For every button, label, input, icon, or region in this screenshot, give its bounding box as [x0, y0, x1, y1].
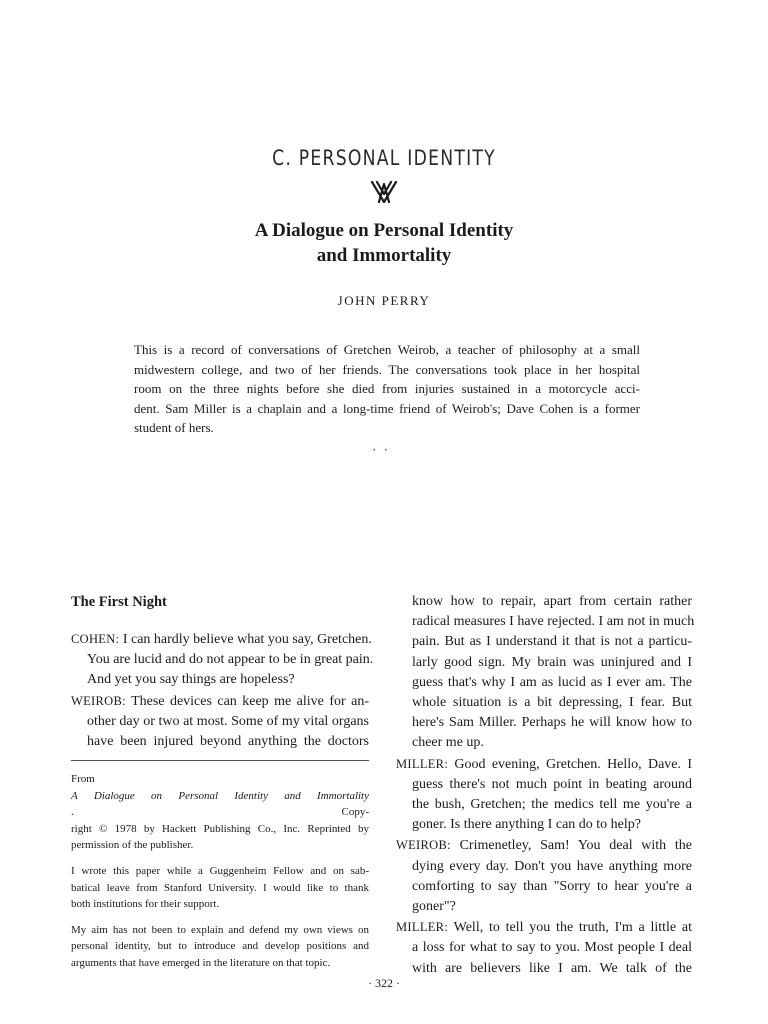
dialogue-line: cheer me up.	[412, 735, 484, 751]
dialogue-line: goner. Is there anything I can do to help?	[412, 817, 641, 833]
footnote-line: permission of the publisher.	[71, 839, 194, 852]
sun-ornament-icon	[369, 180, 399, 204]
footnote-line: personal identity, but to introduce and develop positions and	[71, 940, 369, 953]
dialogue-line: larly good sign. My brain was uninjured and I	[412, 654, 692, 670]
author-name: JOHN PERRY	[337, 293, 431, 308]
dialogue-line: have been injured beyond anything the doctors	[87, 734, 369, 750]
dialogue-line: WEIROB: These devices can keep me alive for an-	[71, 693, 369, 709]
dialogue-line: with are believers like I am. We talk of the	[412, 960, 692, 976]
dialogue-continuation	[396, 592, 695, 754]
footnotes	[71, 771, 369, 981]
dialogue-line: a loss for what to say to you. Most people I deal	[412, 940, 692, 956]
speaker-label: MILLER:	[396, 756, 449, 771]
dialogue-line: dying every day. Don't you have anything more	[412, 858, 692, 874]
abstract-line: dent. Sam Miller is a chaplain and a long-time friend of Weirob's; Dave Cohen is a former	[134, 400, 640, 416]
dialogue-turn	[396, 835, 692, 917]
dialogue-turn	[396, 917, 692, 979]
footnote-line: I wrote this paper while a Guggenheim Fellow and on sab-	[71, 864, 369, 877]
dialogue-line: radical measures I have rejected. I am not in much	[412, 614, 695, 630]
left-column	[71, 592, 374, 752]
dialogue-turn	[396, 754, 692, 836]
title-line: A Dialogue on Personal Identity	[254, 220, 514, 241]
dialogue-line: pain. But as I understand it that is not a particu-	[412, 634, 692, 650]
footnote-divider	[71, 760, 369, 761]
speaker-label: COHEN:	[71, 632, 120, 646]
abstract-line: student of hers.	[134, 420, 214, 435]
section-title: The First Night	[71, 594, 167, 610]
dialogue-line: WEIROB: Crimenetley, Sam! You deal with the	[396, 838, 692, 854]
dialogue-line: goner"?	[412, 899, 456, 915]
dialogue-turn	[71, 691, 369, 753]
dialogue-line: comforting to say than "Sorry to hear you're a	[412, 878, 692, 894]
footnote-line: arguments that have emerged in the literature on that topic.	[71, 956, 331, 969]
section-heading: C. PERSONAL IDENTITY	[272, 146, 496, 170]
footnote-line: both institutions for their support.	[71, 898, 220, 911]
abstract-line: room on the three nights before she died from injuries sustained in a motorcycle acci-	[134, 381, 640, 396]
page-number: · 322 ·	[368, 976, 400, 990]
dialogue-line: MILLER: Well, to tell you the truth, I'm a little at	[396, 920, 692, 936]
footnote-copyright	[71, 771, 369, 854]
footnote-line: right © 1978 by Hackett Publishing Co., Inc. Reprinted by	[71, 822, 369, 835]
dialogue-line: You are lucid and do not appear to be in great pain.	[87, 652, 374, 668]
dialogue-line: And yet you say things are hopeless?	[87, 672, 295, 688]
dialogue-line: whole situation is a bit depressing, I fear. But	[412, 695, 692, 711]
work-title: A Dialogue on Personal Identity and Immortality	[71, 789, 369, 802]
footnote-line: From A Dialogue on Personal Identity and Immortality . Copy-	[71, 773, 369, 819]
title-line: and Immortality	[316, 245, 452, 266]
dialogue-line: MILLER: Good evening, Gretchen. Hello, Dave. I	[396, 756, 692, 772]
footnote-aim	[71, 922, 369, 972]
right-column	[396, 592, 695, 979]
dialogue-line: guess that's why I am as lucid as I ever am. The	[412, 674, 692, 690]
abstract	[134, 340, 640, 438]
separator-dots: · ·	[372, 442, 390, 457]
dialogue-line: guess there's not much point in beating around	[412, 776, 692, 792]
abstract-line: This is a record of conversations of Gretchen Weirob, a teacher of philosophy at a small	[134, 342, 640, 357]
footnote-line: My aim has not been to explain and defend my own views on	[71, 923, 369, 936]
article-title	[0, 218, 768, 268]
footnote-acknowledgment	[71, 863, 369, 913]
dialogue-turn	[71, 629, 374, 691]
dialogue-line: know how to repair, apart from certain rather	[412, 594, 692, 609]
dialogue-line: COHEN: I can hardly believe what you say, Gretchen.	[71, 632, 372, 647]
footnote-line: batical leave from Stanford University. I would like to thank	[71, 881, 369, 894]
abstract-line: midwestern college, and two of her friends. The conversations took place in her hospital	[134, 361, 640, 377]
dialogue-line: the bush, Gretchen; the medics tell me you're a	[412, 797, 692, 813]
dialogue-line: other day or two at most. Some of my vital organs	[87, 713, 369, 729]
speaker-label: MILLER:	[396, 920, 449, 935]
dialogue-line: here's Sam Miller. Perhaps he will know how to	[412, 715, 692, 731]
speaker-label: WEIROB:	[396, 838, 451, 853]
speaker-label: WEIROB:	[71, 693, 126, 708]
